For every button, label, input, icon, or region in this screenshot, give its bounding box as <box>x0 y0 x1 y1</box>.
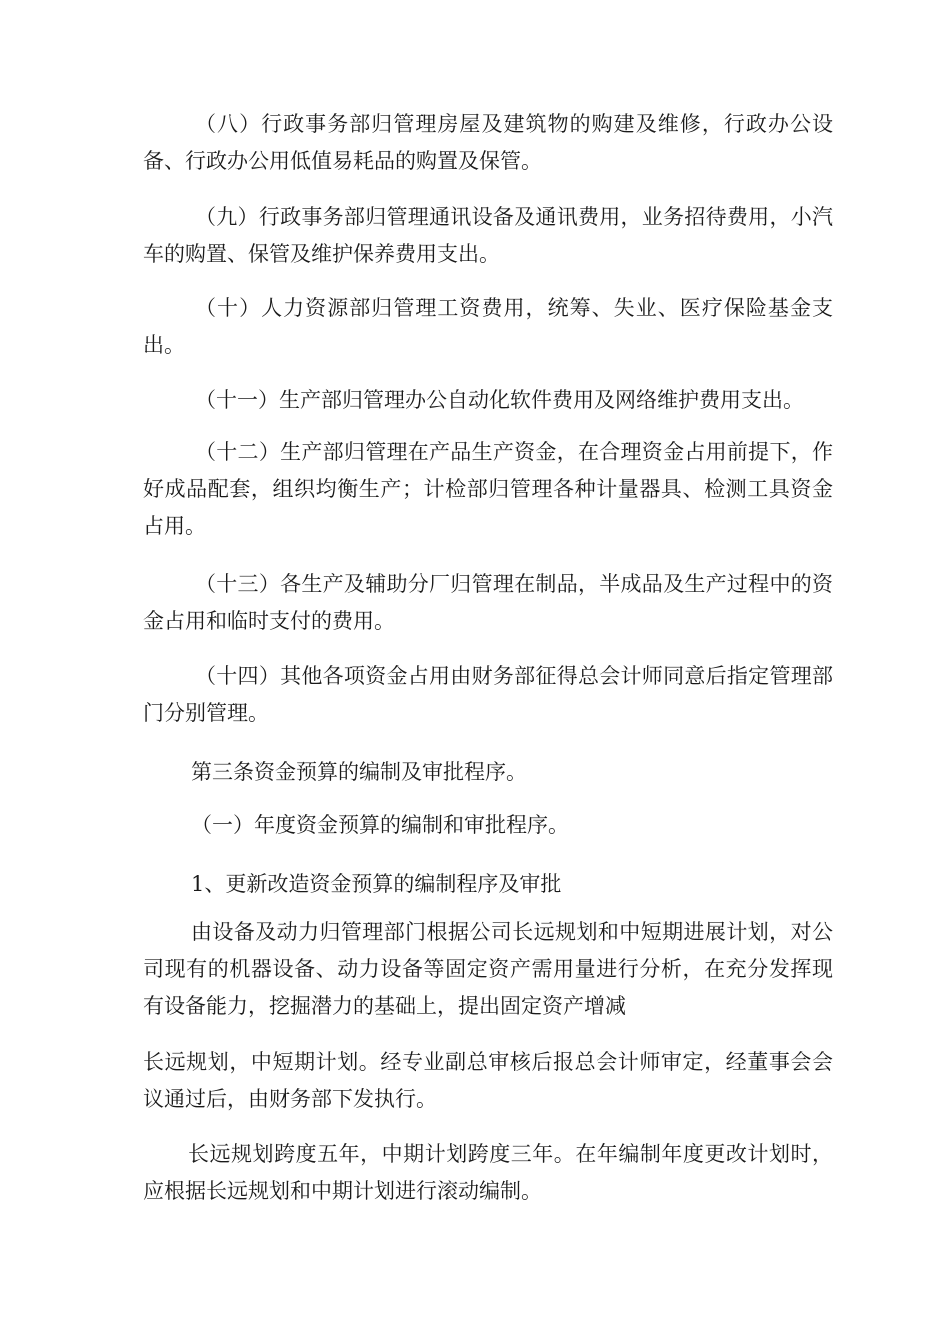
section-1-heading: （一）年度资金预算的编制和审批程序。 <box>191 813 569 837</box>
paragraph-item-8: （八）行政事务部归管理房屋及建筑物的购建及维修，行政办公设备、行政办公用低值易耗品的购置及保管。 <box>143 112 833 173</box>
paragraph-item-9: （九）行政事务部归管理通讯设备及通讯费用，业务招待费用，小汽车的购置、保管及维护保养费用支出。 <box>143 205 833 266</box>
paragraph-item-13: （十三）各生产及辅助分厂归管理在制品，半成品及生产过程中的资金占用和临时支付的费用。 <box>143 572 833 633</box>
article-3-heading: 第三条资金预算的编制及审批程序。 <box>191 760 527 784</box>
paragraph-item-14: （十四）其他各项资金占用由财务部征得总会计师同意后指定管理部门分别管理。 <box>143 664 833 725</box>
subsection-1-heading: 1、更新改造资金预算的编制程序及审批 <box>191 872 562 896</box>
paragraph-item-11: （十一）生产部归管理办公自动化软件费用及网络维护费用支出。 <box>195 388 804 412</box>
paragraph-item-10: （十）人力资源部归管理工资费用，统筹、失业、医疗保险基金支出。 <box>143 296 833 357</box>
paragraph-equipment-planning: 由设备及动力归管理部门根据公司长远规划和中短期进展计划，对公司现有的机器设备、动力设备等固定资产需用量进行分析，在充分发挥现有设备能力，挖掘潜力的基础上，提出固定资产增减 <box>143 920 833 1018</box>
paragraph-plan-span: 长远规划跨度五年，中期计划跨度三年。在年编制年度更改计划时，应根据长远规划和中期计划进行滚动编制。 <box>143 1142 833 1203</box>
paragraph-item-12: （十二）生产部归管理在产品生产资金，在合理资金占用前提下，作好成品配套，组织均衡生产；计检部归管理各种计量器具、检测工具资金占用。 <box>143 440 833 538</box>
paragraph-plan-approval: 长远规划，中短期计划。经专业副总审核后报总会计师审定，经董事会会议通过后，由财务部下发执行。 <box>143 1050 833 1111</box>
